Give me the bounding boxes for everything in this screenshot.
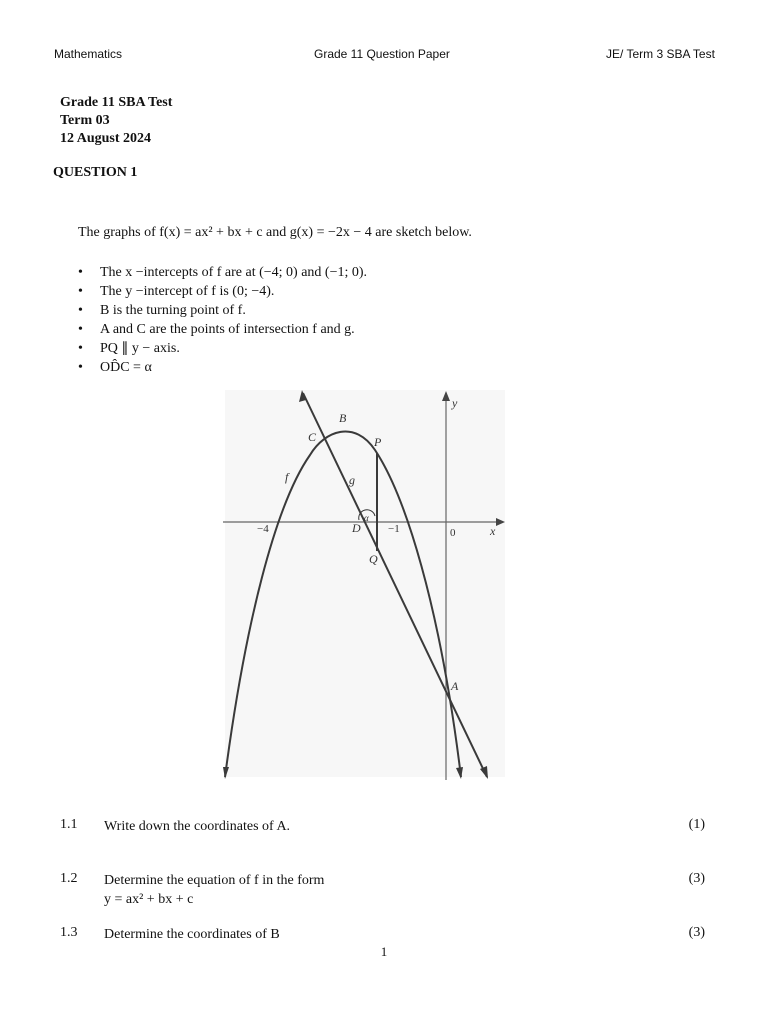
list-item: • PQ ∥ y − axis. (78, 339, 367, 358)
header-paper: Grade 11 Question Paper (314, 47, 450, 61)
list-item: • OD̂C = α (78, 358, 367, 377)
label-d: D (352, 521, 361, 535)
subquestion-marks: (3) (688, 871, 705, 886)
label-a: A (451, 679, 459, 693)
subquestion-number: 1.2 (60, 871, 78, 886)
label-x: x (490, 524, 496, 538)
label-alpha: α (364, 513, 369, 523)
header-subject: Mathematics (54, 47, 123, 61)
subquestion-text (104, 871, 324, 909)
function-graph (215, 385, 515, 780)
test-date: 12 August 2024 (60, 131, 152, 146)
header-test: JE/ Term 3 SBA Test (606, 47, 715, 61)
tick-neg1: −1 (388, 523, 400, 535)
subquestion-text: Determine the coordinates of B (104, 927, 280, 942)
given-list (78, 263, 367, 377)
tick-zero: 0 (450, 527, 456, 539)
label-q: Q (369, 552, 378, 566)
subquestion-marks: (3) (688, 925, 705, 940)
list-item: • A and C are the points of intersection f and g. (78, 320, 367, 339)
subquestion-text-line2: y = ax² + bx + c (104, 892, 194, 907)
question-title: QUESTION 1 (53, 165, 138, 180)
label-c: C (308, 430, 317, 444)
tick-neg4: −4 (257, 523, 269, 535)
label-b: B (339, 411, 347, 425)
label-f: f (285, 470, 289, 484)
label-p: P (374, 435, 382, 449)
graph-background (225, 390, 505, 777)
list-item: • B is the turning point of f. (78, 301, 367, 320)
test-term: Term 03 (60, 113, 110, 128)
list-item: • The y −intercept of f is (0; −4). (78, 282, 367, 301)
subquestion-marks: (1) (688, 817, 705, 832)
subquestion-number: 1.1 (60, 817, 78, 832)
question-intro: The graphs of f(x) = ax² + bx + c and g(x) = −2x − 4 are sketch below. (78, 225, 472, 240)
label-y: y (452, 396, 458, 410)
list-item: • The x −intercepts of f are at (−4; 0) and (−1; 0). (78, 263, 367, 282)
label-g: g (349, 473, 355, 487)
subquestion-text-line1: Determine the equation of f in the form (104, 873, 325, 888)
subquestion-text: Write down the coordinates of A. (104, 819, 291, 834)
test-title: Grade 11 SBA Test (60, 95, 173, 110)
page-number: 1 (380, 944, 388, 959)
test-meta (60, 94, 172, 148)
subquestion-number: 1.3 (60, 925, 78, 940)
